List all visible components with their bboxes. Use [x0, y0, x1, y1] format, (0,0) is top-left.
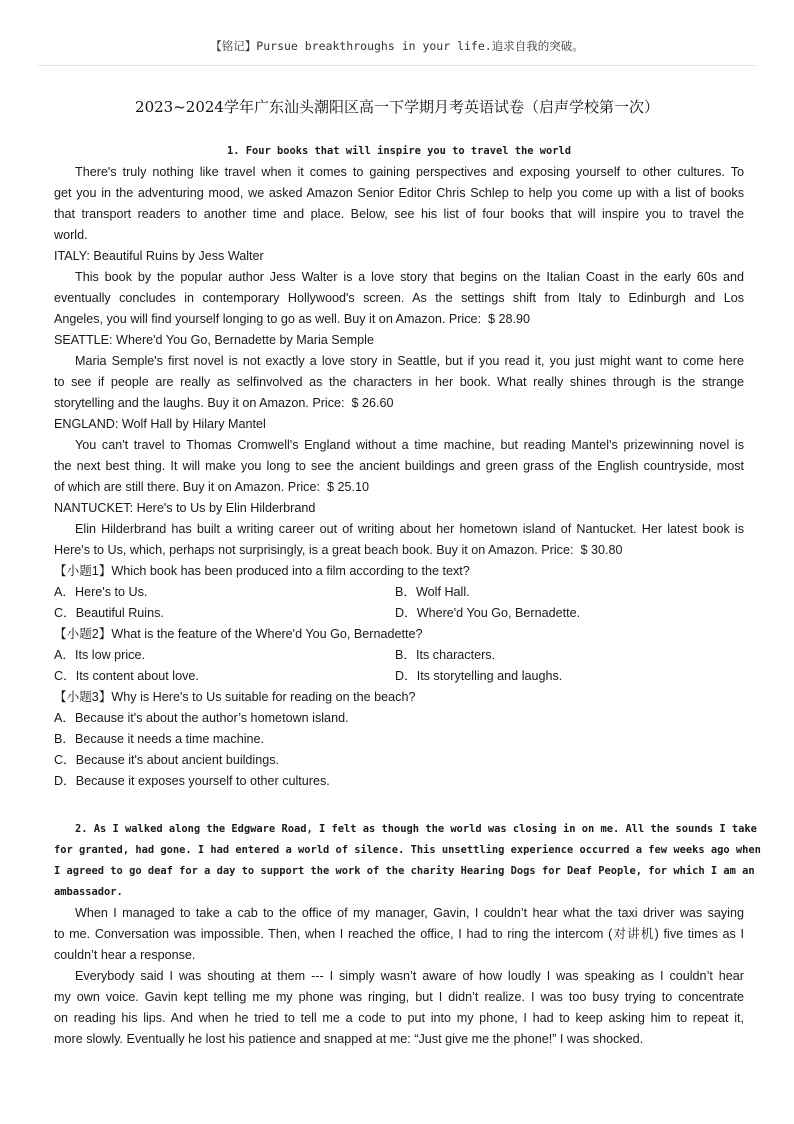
page-title: 2023~2024学年广东汕头潮阳区高一下学期月考英语试卷（启声学校第一次）	[135, 98, 659, 116]
passage2-heading-line: for granted, had gone. I had entered a world of silence. This unsettling experience occurred a few weeks ago when	[54, 844, 761, 856]
passage2-heading-line: I agreed to go deaf for a day to support the work of the charity Hearing Dogs for Deaf People, for which I am an	[54, 865, 755, 877]
question-3-option-b[interactable]: B．Because it needs a time machine.	[54, 732, 265, 746]
book-text-line: of which are still there. Buy it on Amazon. Price: $ 25.10	[54, 480, 370, 494]
passage2-para1-line: When I managed to take a cab to the office of my manager, Gavin, I couldn’t hear what the taxi driver was saying	[75, 906, 744, 920]
book-label-italy: ITALY: Beautiful Ruins by Jess Walter	[54, 249, 264, 263]
exam-content	[54, 141, 761, 1050]
book-text-line: Here's to Us, which, perhaps not surprisingly, is a great beach book. Buy it on Amazon. Price: $ 30.80	[54, 543, 623, 557]
question-2-option-d[interactable]: D．Its storytelling and laughs.	[395, 669, 563, 683]
question-1-option-a[interactable]: A．Here's to Us.	[54, 585, 148, 599]
book-text-line: Maria Semple's first novel is not exactly a love story in Seattle, but if you read it, you just might want to come here	[75, 354, 744, 368]
book-label-seattle: SEATTLE: Where'd You Go, Bernadette by Maria Semple	[54, 333, 374, 347]
book-text-line: This book by the popular author Jess Walter is a love story that begins on the Italian Coast in the early 60s and	[75, 270, 744, 284]
question-1-option-b[interactable]: B．Wolf Hall.	[395, 585, 470, 599]
passage2-para1-line: couldn’t hear a response.	[54, 948, 196, 962]
question-2-options-row	[54, 666, 744, 687]
book-text-line: Elin Hilderbrand has built a writing career out of writing about her hometown island of Nantucket. Her latest book is	[75, 522, 744, 536]
book-text-line: Angeles, you will find yourself longing to go as well. Buy it on Amazon. Price: $ 28.90	[54, 312, 531, 326]
book-text-line: the next best thing. It will make you long to see the ancient buildings and green grass of the English countryside, most	[54, 459, 744, 473]
question-3-option-d[interactable]: D．Because it exposes yourself to other cultures.	[54, 774, 330, 788]
question-1-option-c[interactable]: C．Beautiful Ruins.	[54, 606, 164, 620]
passage1-heading: 1. Four books that will inspire you to travel the world	[226, 145, 572, 157]
passage2-heading-line: ambassador.	[54, 886, 123, 898]
header-motto: 【铭记】Pursue breakthroughs in your life.追求自我的突破。	[210, 39, 584, 53]
book-label-england: ENGLAND: Wolf Hall by Hilary Mantel	[54, 417, 266, 431]
question-2-option-b[interactable]: B．Its characters.	[395, 648, 496, 662]
passage1-intro-line: that transport readers to another time and place. Below, see his list of four books that will inspire you to travel the	[54, 207, 744, 221]
book-label-nantucket: NANTUCKET: Here's to Us by Elin Hilderbrand	[54, 501, 316, 515]
passage2-para2-line: on reading his lips. And when he tried to tell me a code to put into my phone, I had to keep asking him to repeat it,	[54, 1011, 744, 1025]
passage2-para1-line: to me. Conversation was impossible. Then, when I reached the office, I had to ring the intercom (对讲机) five times as I	[54, 927, 744, 941]
book-text-line: You can't travel to Thomas Cromwell's England without a time machine, but reading Mantel's prizewinning novel is	[75, 438, 744, 452]
passage1-intro-line: world.	[54, 228, 88, 242]
book-text-line: eventually concludes in contemporary Hollywood's screen. As the settings shift from Italy to Edinburgh and Los	[54, 291, 744, 305]
passage2-para2-line: Everybody said I was shouting at them --- I simply wasn’t aware of how loudly I was speaking as I couldn’t hear	[75, 969, 744, 983]
passage2-para2-line: more slowly. Eventually he lost his patience and snapped at me: “Just give me the phone!” I was shocked.	[54, 1032, 644, 1046]
question-3-stem: 【小题3】Why is Here's to Us suitable for reading on the beach?	[54, 690, 416, 704]
passage1-intro-line: get you in the adventuring mood, we asked Amazon Senior Editor Chris Schlep to help you come up with a list of books	[54, 186, 744, 200]
question-3-option-a[interactable]: A．Because it's about the author’s hometown island.	[54, 711, 349, 725]
question-2-option-c[interactable]: C．Its content about love.	[54, 669, 199, 683]
question-1-options-row	[54, 582, 744, 603]
book-text-line: to see if people are really as selfinvolved as the characters in her book. What really shines through is the strange	[54, 375, 744, 389]
passage1-intro-line: There's truly nothing like travel when it comes to gaining perspectives and exposing yourself to other cultures. To	[75, 165, 744, 179]
question-1-options-row	[54, 603, 744, 624]
header-divider	[38, 65, 756, 66]
question-1-stem: 【小题1】Which book has been produced into a film according to the text?	[54, 564, 470, 578]
question-2-stem: 【小题2】What is the feature of the Where'd You Go, Bernadette?	[54, 627, 423, 641]
question-1-option-d[interactable]: D．Where'd You Go, Bernadette.	[395, 606, 581, 620]
question-3-option-c[interactable]: C．Because it's about ancient buildings.	[54, 753, 280, 767]
section-spacer	[54, 792, 744, 819]
question-2-option-a[interactable]: A．Its low price.	[54, 648, 145, 662]
passage2-para2-line: my own voice. Gavin kept telling me my phone was ringing, but I didn’t realize. I was too busy trying to concentrate	[54, 990, 744, 1004]
question-2-options-row	[54, 645, 744, 666]
book-text-line: storytelling and the laughs. Buy it on Amazon. Price: $ 26.60	[54, 396, 394, 410]
passage2-heading-line: 2. As I walked along the Edgware Road, I felt as though the world was closing in on me. All the sounds I take	[75, 823, 757, 835]
